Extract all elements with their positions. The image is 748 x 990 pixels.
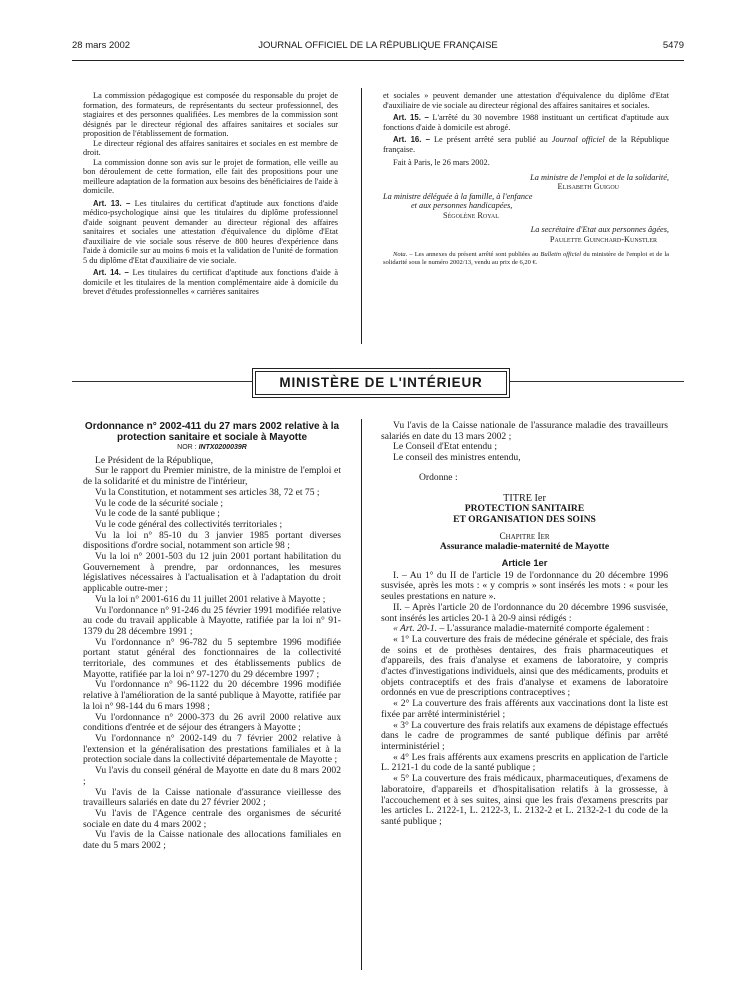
nota-note xyxy=(383,251,669,267)
note-label: Nota. – xyxy=(393,251,413,258)
continuation-paragraph: et sociales » peuvent demander une attestation d'équivalence du diplôme d'Etat d'auxiliaire de vie sociale au directeur régional des affaires sanitaires et sociales. xyxy=(383,91,669,110)
column-divider xyxy=(361,419,362,970)
paragraph: « 3° La couverture des frais relatifs aux examens de dépistage effectués dans le cadre de programmes de santé publique définis par arrêté interministériel ; xyxy=(381,719,668,752)
visa-paragraph: Vu l'avis de la Caisse nationale d'assurance vieillesse des travailleurs salariés en date du 27 février 2002 ; xyxy=(83,786,341,809)
paragraph: II. – Après l'article 20 de l'ordonnance du 20 décembre 1996 susvisée, sont insérés les articles 20-1 à 20-9 ainsi rédigés : xyxy=(381,601,668,624)
chapitre-subheading: Assurance maladie-maternité de Mayotte xyxy=(439,541,610,553)
signature-role xyxy=(383,201,669,211)
role-text: La ministre déléguée à la famille, à l'enfance xyxy=(383,191,533,201)
article-15 xyxy=(383,113,669,132)
header-title: JOURNAL OFFICIEL DE LA RÉPUBLIQUE FRANÇAISE xyxy=(258,40,498,51)
note-text: Les annexes du présent arrêté sont publiées au xyxy=(414,251,539,258)
article-text: Les titulaires du certificat d'aptitude aux fonctions d'aide à domicile et les titulaires de la mention complémentaire aide à domicile du brevet d'études professionnelles « carrières sanitaires xyxy=(83,268,339,296)
visa-paragraph: Vu la loi n° 2001-616 du 11 juillet 2001 relative à Mayotte ; xyxy=(95,593,326,605)
article-16 xyxy=(383,135,669,154)
titre-subheading: ET ORGANISATION DES SOINS xyxy=(453,513,596,525)
visa-paragraph: Vu l'ordonnance n° 2002-149 du 7 février 2002 relative à l'extension et la généralisation des prestations familiales et à la protection sociale dans la collectivité départementale de Mayotte ; xyxy=(83,732,341,766)
article-text: L'arrêté du 30 novembre 1988 instituant un certificat d'aptitude aux fonctions d'aide à domicile est abrogé. xyxy=(383,113,670,132)
signature-place-date: Fait à Paris, le 26 mars 2002. xyxy=(393,158,490,167)
ordonne-line: Ordonne : xyxy=(419,471,458,483)
visa-paragraph: Le Président de la République, xyxy=(95,454,214,466)
visa-paragraph: Vu l'avis de la Caisse nationale des allocations familiales en date du 5 mars 2002 ; xyxy=(83,829,341,852)
paragraph: La commission pédagogique est composée du responsable du projet de formation, des formateurs, de représentants du secteur professionnel, des stagiaires et des personnes qualifiées. Les membres de la commission sont désignés par le directeur régional des affaires sanitaires et sociales sur proposition de l'établissement de formation. xyxy=(83,91,338,138)
paragraph: « 2° La couverture des frais afférents aux vaccinations dont la liste est fixée par arrêté interministériel ; xyxy=(381,698,668,720)
visa-paragraph: Vu le code de la santé publique ; xyxy=(95,508,220,520)
ordonnance-left-column xyxy=(83,421,341,852)
ministry-banner: MINISTÈRE DE L'INTÉRIEUR xyxy=(255,371,507,395)
ordonnance-title: Ordonnance n° 2002-411 du 27 mars 2002 relative à la protection sanitaire et sociale à Mayotte xyxy=(84,421,340,443)
titre-subheading: PROTECTION SANITAIRE xyxy=(464,503,585,515)
paragraph: Le directeur régional des affaires sanitaires et sociales en est membre de droit. xyxy=(83,138,338,157)
article-ref: « Art. 20-1. – xyxy=(393,623,445,635)
article-text: de la République française. xyxy=(383,135,670,154)
article-14 xyxy=(83,268,338,297)
role-text: La ministre de l'emploi et de la solidarité, xyxy=(530,172,669,182)
signature-name: Elisabeth Guigou xyxy=(557,182,619,191)
article-label: Art. 14. – xyxy=(93,268,129,277)
article-text: Les titulaires du certificat d'aptitude aux fonctions d'aide médico-psychologique ainsi que les titulaires du diplôme professionnel d'aide soignant peuvent demander au directeur régional des affaires sanitaires et sociales une attestation d'équivalence du diplôme d'Etat d'auxiliaire de vie sociale sous réserve de 800 heures d'expérience dans l'aide à domicile sur au moins 6 mois et la validation de l'unité de formation 5 du diplôme d'Etat d'auxiliaire de vie sociale. xyxy=(83,198,339,265)
visa-paragraph: Le conseil des ministres entendu, xyxy=(393,452,521,464)
top-right-column xyxy=(383,91,669,267)
article-label: Art. 13. – xyxy=(93,198,131,208)
signature-name: Ségolène Royal xyxy=(443,210,499,220)
ordonnance-right-column xyxy=(381,421,668,828)
visa-paragraph: Vu la loi n° 2001-503 du 12 juin 2001 portant habilitation du Gouvernement à prendre, par ordonnances, les mesures législatives nécessaires à l'actualisation et à l'adaptation du droit applicable outre-mer ; xyxy=(83,551,341,595)
article-label: Art. 16. – xyxy=(393,135,430,144)
paragraph: « 4° Les frais afférents aux examens prescrits en application de l'article L. 2121-1 du code de la santé publique ; xyxy=(381,751,668,774)
visa-paragraph: Le Conseil d'Etat entendu ; xyxy=(393,441,498,453)
column-divider xyxy=(361,88,362,344)
titre-heading: TITRE Ier xyxy=(503,492,546,504)
top-left-column xyxy=(83,91,338,297)
visa-paragraph: Vu l'ordonnance n° 96-782 du 5 septembre 1996 modifiée portant statut général des fonctionnaires de la collectivité territoriale, des communes et des établissements publics de Mayotte, ratifiée par la loi n° 97-1270 du 29 décembre 1997 ; xyxy=(83,636,341,680)
header-page-number: 5479 xyxy=(662,40,684,51)
visa-paragraph: Vu l'avis de la Caisse nationale de l'assurance maladie des travailleurs salariés en date du 13 mars 2002 ; xyxy=(381,420,668,442)
nor-label: NOR : xyxy=(177,444,197,451)
paragraph: « 5° La couverture des frais médicaux, pharmaceutiques, d'examens de laboratoire, d'appareils et d'hospitalisation relatifs à la grossesse, à l'accouchement et à ses suites, ainsi que les frais d'examens prescrits par les articles L. 2122-1, L. 2122-3, L. 2132-2 et L. 2132-2-1 du code de la santé publique ; xyxy=(381,773,668,827)
role-text: La secrétaire d'Etat aux personnes âgées, xyxy=(530,225,669,234)
article-label: Art. 15. – xyxy=(393,113,429,122)
article-text: Le présent arrêté sera publié au xyxy=(433,135,548,144)
article-heading: Article 1er xyxy=(501,557,548,569)
visa-paragraph: Vu le code de la sécurité sociale ; xyxy=(95,497,224,509)
nor-reference xyxy=(83,443,341,454)
visa-paragraph: Vu l'ordonnance n° 91-246 du 25 février 1991 modifiée relative au code du travail applicable à Mayotte, ratifiée par la loi n° 91-1379 du 28 décembre 1991 ; xyxy=(83,604,341,637)
note-text: du ministère de l'emploi et de la solidarité sous le numéro 2002/13, vendu au prix de 6,20 €. xyxy=(383,251,670,266)
header-rule xyxy=(72,60,684,61)
visa-paragraph: Vu l'ordonnance n° 2000-373 du 26 avril 2000 relative aux conditions d'entrée et de séjour des étrangers à Mayotte ; xyxy=(83,711,341,734)
visa-paragraph: Vu le code général des collectivités territoriales ; xyxy=(95,518,283,530)
header-date: 28 mars 2002 xyxy=(72,40,131,51)
signature-role xyxy=(383,225,669,235)
bulletin-name: Bulletin officiel xyxy=(540,251,582,258)
paragraph: I. – Au 1° du II de l'article 19 de l'ordonnance du 20 décembre 1996 susvisée, après les mots : « y compris » sont insérés les mots : « pour les seules prestations en nature ». xyxy=(381,569,668,603)
visa-paragraph: Vu l'avis du conseil général de Mayotte en date du 8 mars 2002 ; xyxy=(83,765,341,787)
visa-paragraph: Vu l'avis de l'Agence centrale des organismes de sécurité sociale en date du 4 mars 2002 ; xyxy=(83,807,341,830)
paragraph: La commission donne son avis sur le projet de formation, elle veille au bon déroulement de cette formation, elle fait des propositions pour une meilleure adaptation de la formation aux besoins des bénéficiaires de l'aide à domicile. xyxy=(83,157,338,195)
page-header xyxy=(72,40,684,54)
visa-paragraph: Vu l'ordonnance n° 96-1122 du 20 décembre 1996 modifiée relative à l'amélioration de la santé publique à Mayotte, ratifiée par la loi n° 98-144 du 6 mars 1998 ; xyxy=(83,679,341,712)
chapitre-heading: Chapitre Ier xyxy=(499,531,550,542)
visa-paragraph: Sur le rapport du Premier ministre, de la ministre de l'emploi et de la solidarité et du ministre de l'intérieur, xyxy=(83,465,341,488)
paragraph-text: L'assurance maladie-maternité comporte également : xyxy=(446,623,650,635)
paragraph: « 1° La couverture des frais de médecine générale et spéciale, des frais de soins et de prothèses dentaires, des frais pharmaceutiques et d'appareils, des frais d'analyse et examens de laboratoire, y compris d'actes d'investigations individuels, ainsi que des médicaments, produits et objets contraceptifs et des frais d'analyse et examens de laboratoire ordonnés en vue de prescriptions contraceptives ; xyxy=(381,633,668,699)
article-13 xyxy=(83,199,338,266)
visa-paragraph: Vu la loi n° 85-10 du 3 janvier 1985 portant diverses dispositions d'ordre social, notamment son article 98 ; xyxy=(83,529,341,552)
signature-role xyxy=(383,173,669,183)
role-text: et aux personnes handicapées, xyxy=(411,201,513,210)
visa-list xyxy=(83,456,341,852)
nor-value: INTX0200039R xyxy=(198,444,247,451)
signature-role xyxy=(383,192,669,202)
signature-name: Paulette Guinchard-Kunstler xyxy=(549,234,657,244)
visa-paragraph: Vu la Constitution, et notamment ses articles 38, 72 et 75 ; xyxy=(95,486,320,498)
journal-name: Journal officiel xyxy=(551,135,605,144)
